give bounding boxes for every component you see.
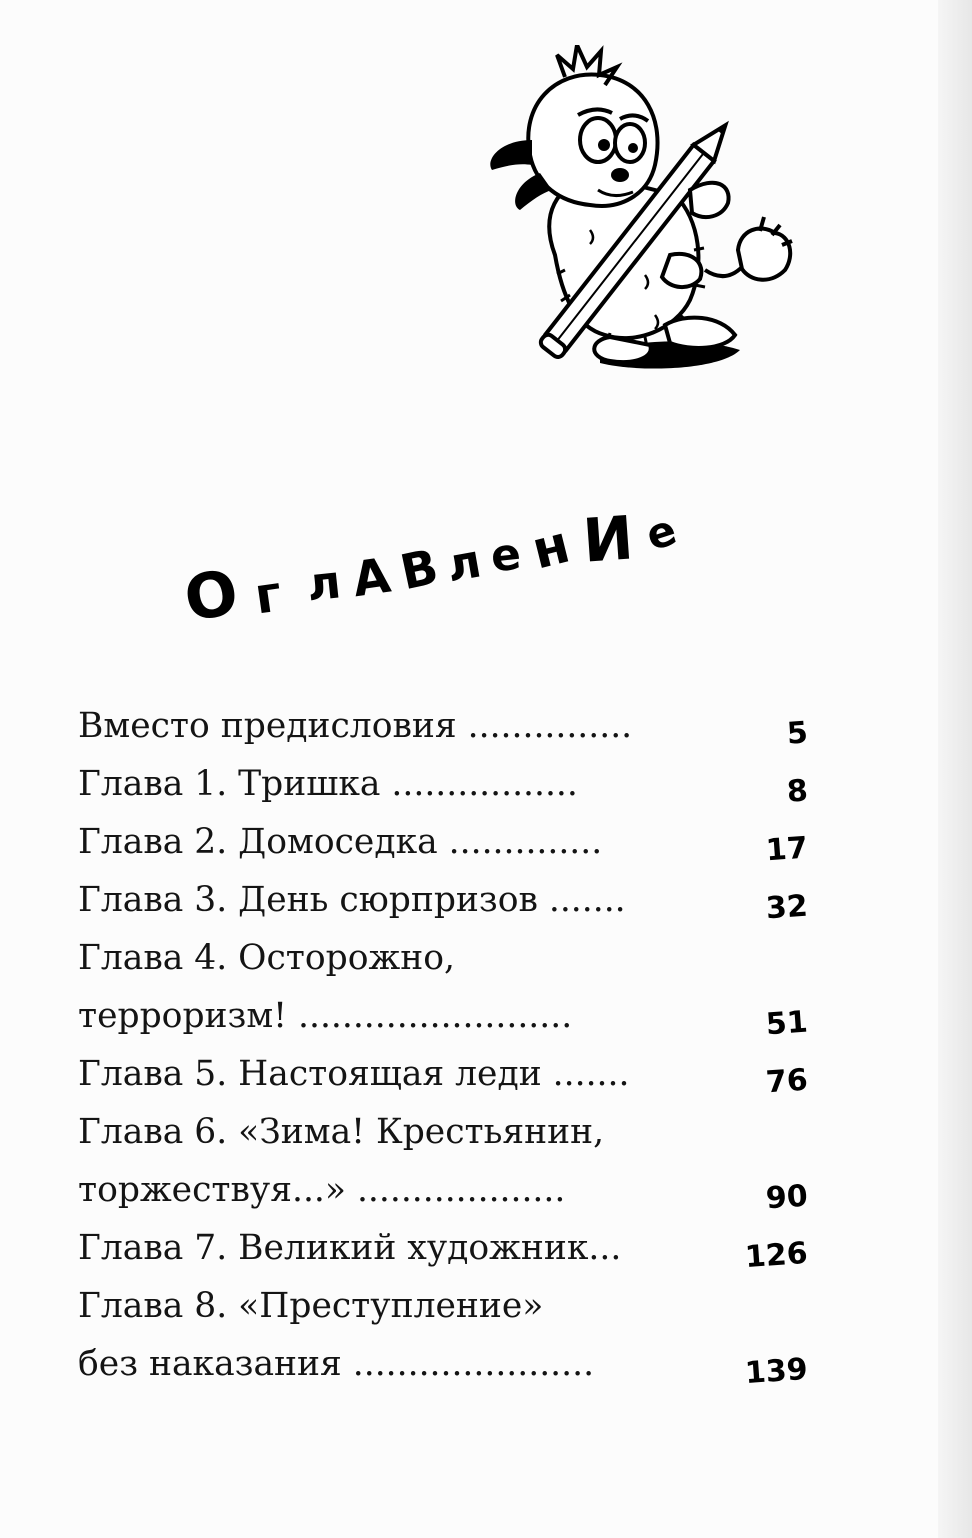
toc-entry-title-line: Глава 5. Настоящая леди ....... bbox=[78, 1054, 630, 1094]
toc-heading-letter: е bbox=[488, 528, 524, 583]
toc-entry-title-line: Глава 7. Великий художник... bbox=[78, 1228, 622, 1268]
toc-entry-title-line: Вместо предисловия ............... bbox=[78, 706, 633, 746]
toc-entry[interactable] bbox=[78, 755, 818, 813]
toc-heading-letter: л bbox=[304, 554, 344, 612]
toc-entry[interactable] bbox=[78, 1277, 818, 1393]
toc-entry[interactable] bbox=[78, 871, 818, 929]
toc-heading-letter: О bbox=[178, 554, 244, 637]
toc-entry-title-line: терроризм! ......................... bbox=[78, 996, 573, 1036]
toc-entry-page-number: 8 bbox=[785, 773, 810, 810]
toc-entry[interactable] bbox=[78, 929, 818, 1045]
toc-heading-letter: И bbox=[580, 503, 636, 577]
toc-entry-page-number: 126 bbox=[744, 1235, 810, 1276]
toc-entry-title-line: Глава 1. Тришка ................. bbox=[78, 764, 578, 804]
toc-entry-page-number: 76 bbox=[765, 1062, 810, 1101]
toc-entry[interactable] bbox=[78, 1045, 818, 1103]
toc-heading bbox=[178, 503, 725, 637]
toc-entry-title-line: Глава 2. Домоседка .............. bbox=[78, 822, 603, 862]
toc-entry-title-line: Глава 8. «Преступление» bbox=[78, 1286, 544, 1326]
toc-heading-letter: В bbox=[395, 538, 444, 602]
toc-heading-letter: н bbox=[526, 514, 576, 582]
toc-entry-title-line: торжествуя...» ................... bbox=[78, 1170, 566, 1210]
toc-entry-title-line: без наказания ...................... bbox=[78, 1344, 595, 1384]
toc-entry-title-line: Глава 4. Осторожно, bbox=[78, 938, 455, 978]
toc-entry[interactable] bbox=[78, 1103, 818, 1219]
page-edge-shadow bbox=[938, 0, 972, 1538]
toc-entry[interactable] bbox=[78, 813, 818, 871]
toc-entry-page-number: 32 bbox=[765, 888, 810, 927]
toc-entry-page-number: 139 bbox=[744, 1351, 810, 1392]
toc-entry-page-number: 90 bbox=[765, 1178, 810, 1217]
toc-entry[interactable] bbox=[78, 1219, 818, 1277]
toc-entry-page-number: 17 bbox=[765, 830, 810, 869]
toc-entry-page-number: 5 bbox=[785, 715, 810, 752]
toc-heading-letter: л bbox=[442, 533, 486, 593]
cartoon-character-with-pencil-icon bbox=[470, 45, 810, 390]
toc-heading-letter: е bbox=[639, 504, 683, 561]
toc-entry-page-number: 51 bbox=[765, 1004, 810, 1043]
toc-list bbox=[78, 697, 818, 1393]
toc-heading-letter: г bbox=[251, 564, 286, 626]
toc-entry-title-line: Глава 3. День сюрпризов ....... bbox=[78, 880, 626, 920]
toc-entry[interactable] bbox=[78, 697, 818, 755]
toc-entry-title-line: Глава 6. «Зима! Крестьянин, bbox=[78, 1112, 605, 1152]
toc-heading-letter: А bbox=[349, 547, 394, 609]
